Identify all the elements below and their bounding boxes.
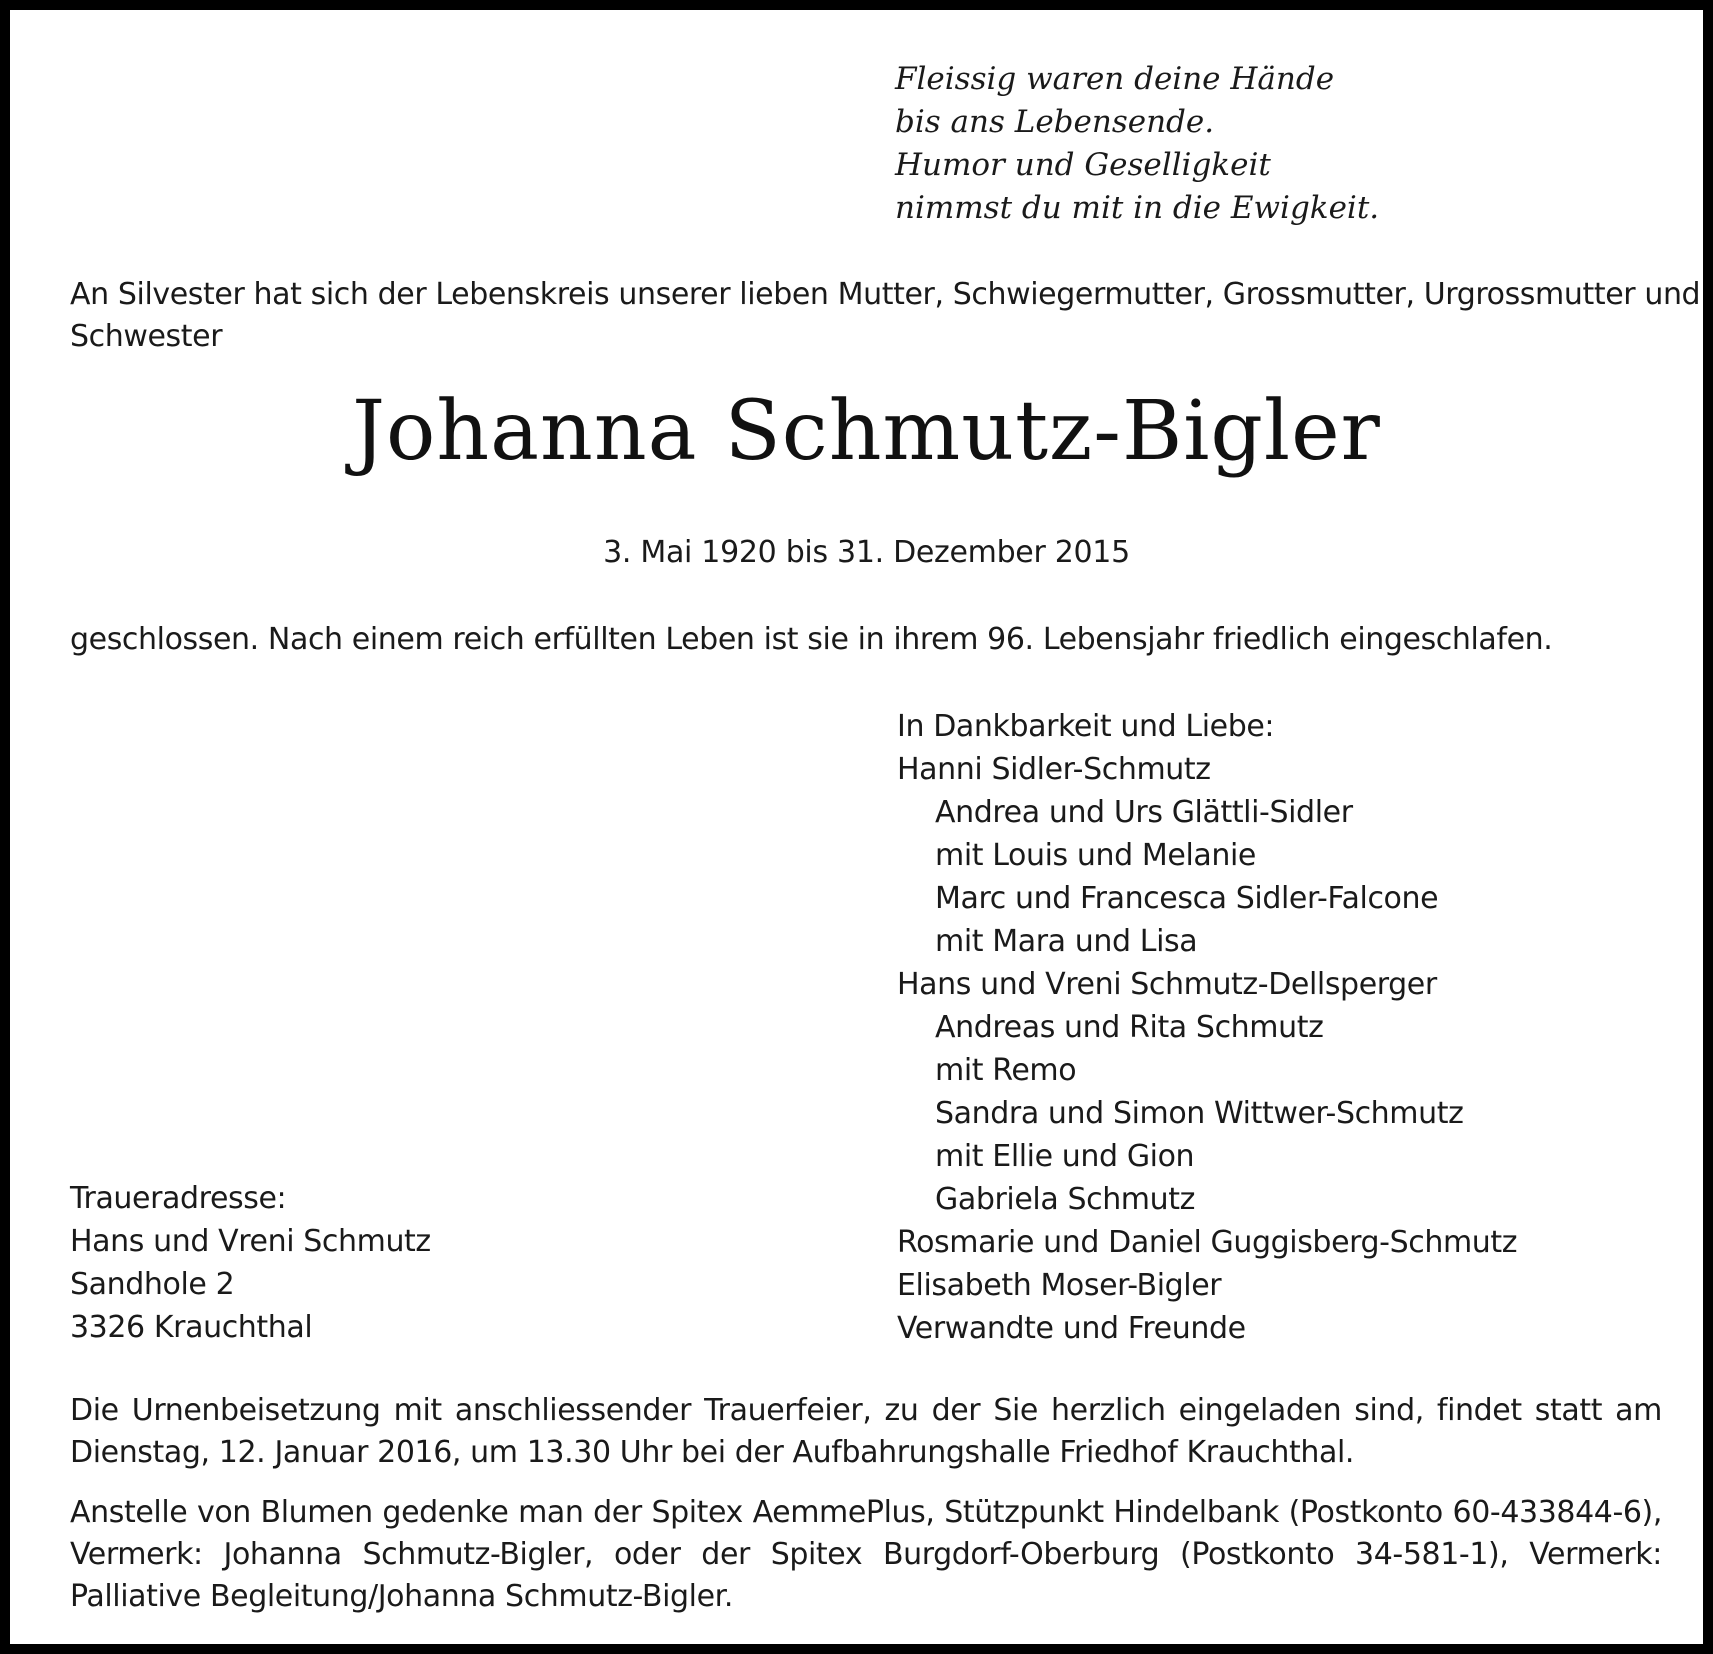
mourner-entry: mit Remo bbox=[935, 1053, 1077, 1088]
mourner-entry: Gabriela Schmutz bbox=[935, 1182, 1195, 1217]
service-announcement: Die Urnenbeisetzung mit anschliessender Trauerfeier, zu der Sie herzlich eingeladen sind, findet statt am Dienstag, 12. Januar 2016, um 13.30 Uhr bei der Aufbahrungshalle Friedhof Krauchthal. bbox=[70, 1393, 1662, 1470]
mourner-entry: Hans und Vreni Schmutz-Dellsperger bbox=[897, 967, 1437, 1002]
deceased-name: Johanna Schmutz-Bigler bbox=[352, 384, 1381, 479]
intro-line-1: An Silvester hat sich der Lebenskreis unserer lieben Mutter, Schwiegermutter, Grossmutter, Urgrossmutter und bbox=[70, 277, 1701, 312]
mourner-entry: Andrea und Urs Glättli-Sidler bbox=[935, 795, 1353, 830]
mourner-entry: Elisabeth Moser-Bigler bbox=[897, 1268, 1222, 1303]
mourner-entry: Marc und Francesca Sidler-Falcone bbox=[935, 881, 1439, 916]
address-city: 3326 Krauchthal bbox=[70, 1310, 313, 1345]
mourners-list bbox=[897, 705, 1517, 1350]
mourner-entry: mit Mara und Lisa bbox=[935, 924, 1198, 959]
address-name: Hans und Vreni Schmutz bbox=[70, 1224, 431, 1259]
intro-line-2: Schwester bbox=[70, 319, 223, 354]
mourners-heading: In Dankbarkeit und Liebe: bbox=[897, 709, 1275, 744]
mourner-entry: Andreas und Rita Schmutz bbox=[935, 1010, 1324, 1045]
mourner-entry: Rosmarie und Daniel Guggisberg-Schmutz bbox=[897, 1225, 1518, 1260]
address-label: Traueradresse: bbox=[70, 1181, 287, 1216]
address-street: Sandhole 2 bbox=[70, 1267, 235, 1302]
mourner-entry: Sandra und Simon Wittwer-Schmutz bbox=[935, 1096, 1464, 1131]
mourner-entry: mit Ellie und Gion bbox=[935, 1139, 1195, 1174]
mourning-address bbox=[70, 1177, 431, 1349]
life-dates: 3. Mai 1920 bis 31. Dezember 2015 bbox=[603, 535, 1130, 570]
motto-line: Humor und Geselligkeit bbox=[895, 147, 1271, 183]
motto-line: nimmst du mit in die Ewigkeit. bbox=[895, 190, 1380, 226]
mourner-entry: Verwandte und Freunde bbox=[897, 1311, 1246, 1346]
closing-text: geschlossen. Nach einem reich erfüllten Leben ist sie in ihrem 96. Lebensjahr friedlich eingeschlafen. bbox=[70, 622, 1553, 657]
intro-text bbox=[70, 274, 1701, 358]
motto-line: bis ans Lebensende. bbox=[895, 104, 1215, 140]
donation-note: Anstelle von Blumen gedenke man der Spitex AemmePlus, Stützpunkt Hindelbank (Postkonto 60-433844-6), Vermerk: Johanna Schmutz-Bigler, oder der Spitex Burgdorf-Oberburg (Postkonto 34-581-1), Vermerk: Palliative Begleitung/Johanna Schmutz-Bigler. bbox=[70, 1495, 1662, 1614]
mourner-entry: Hanni Sidler-Schmutz bbox=[897, 752, 1211, 787]
motto-verse bbox=[895, 58, 1379, 230]
motto-line: Fleissig waren deine Hände bbox=[895, 61, 1335, 97]
mourner-entry: mit Louis und Melanie bbox=[935, 838, 1256, 873]
